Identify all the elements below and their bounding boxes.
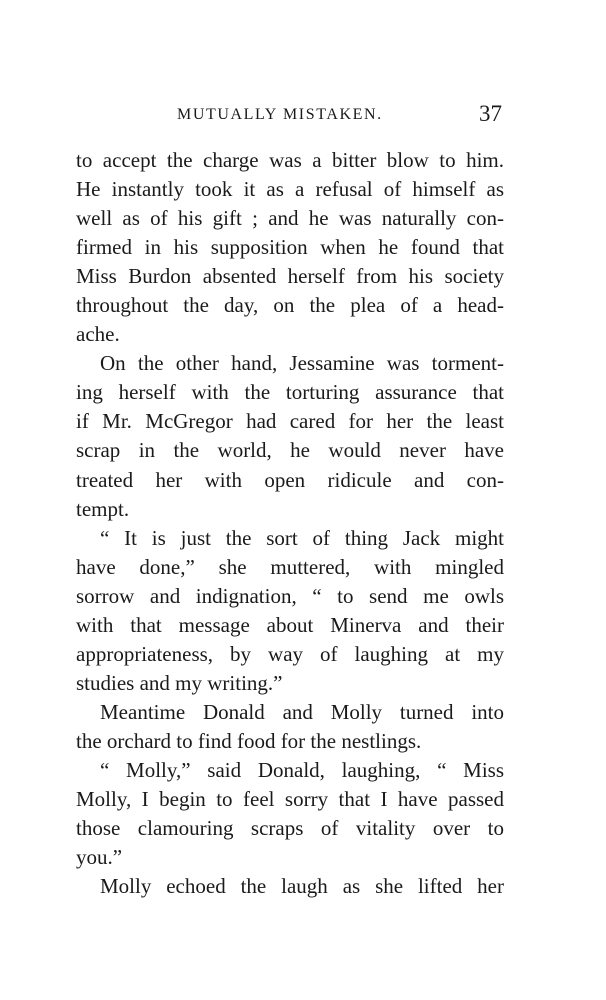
text-line: tempt. xyxy=(76,496,130,521)
text-line: ing herself with the torturing assurance that xyxy=(76,380,504,405)
page-number: 37 xyxy=(479,101,502,126)
text-line: sorrow and indignation, “ to send me owls xyxy=(76,583,504,608)
text-line: Miss Burdon absented herself from his society xyxy=(76,264,504,289)
running-head xyxy=(76,102,504,132)
text-line: the orchard to find food for the nestlings. xyxy=(76,728,422,753)
text-line: if Mr. McGregor had cared for her the least xyxy=(76,409,504,434)
text-line: those clamouring scraps of vitality over to xyxy=(76,816,504,841)
text-line: scrap in the world, he would never have xyxy=(76,438,504,463)
text-line: to accept the charge was a bitter blow to him. xyxy=(76,148,504,172)
text-line: On the other hand, Jessamine was torment- xyxy=(100,351,504,376)
text-line: have done,” she muttered, with mingled xyxy=(76,554,504,579)
text-line: He instantly took it as a refusal of himself as xyxy=(76,177,504,202)
text-line: “ It is just the sort of thing Jack might xyxy=(100,525,504,550)
text-line: with that message about Minerva and their xyxy=(76,612,504,637)
text-line: firmed in his supposition when he found that xyxy=(76,235,504,260)
text-line: treated her with open ridicule and con- xyxy=(76,467,504,492)
text-line: you.” xyxy=(76,845,123,870)
running-title: MUTUALLY MISTAKEN. xyxy=(177,106,383,123)
text-line: Meantime Donald and Molly turned into xyxy=(100,699,504,724)
text-line: “ Molly,” said Donald, laughing, “ Miss xyxy=(100,757,504,782)
body-text xyxy=(76,146,504,901)
text-line: Molly, I begin to feel sorry that I have passed xyxy=(76,787,504,812)
text-line: appropriateness, by way of laughing at my xyxy=(76,641,504,666)
text-line: throughout the day, on the plea of a head- xyxy=(76,293,504,318)
text-line: ache. xyxy=(76,322,120,347)
text-line: well as of his gift ; and he was naturally con- xyxy=(76,206,504,231)
text-line: Molly echoed the laugh as she lifted her xyxy=(100,874,504,899)
text-line: studies and my writing.” xyxy=(76,670,283,695)
